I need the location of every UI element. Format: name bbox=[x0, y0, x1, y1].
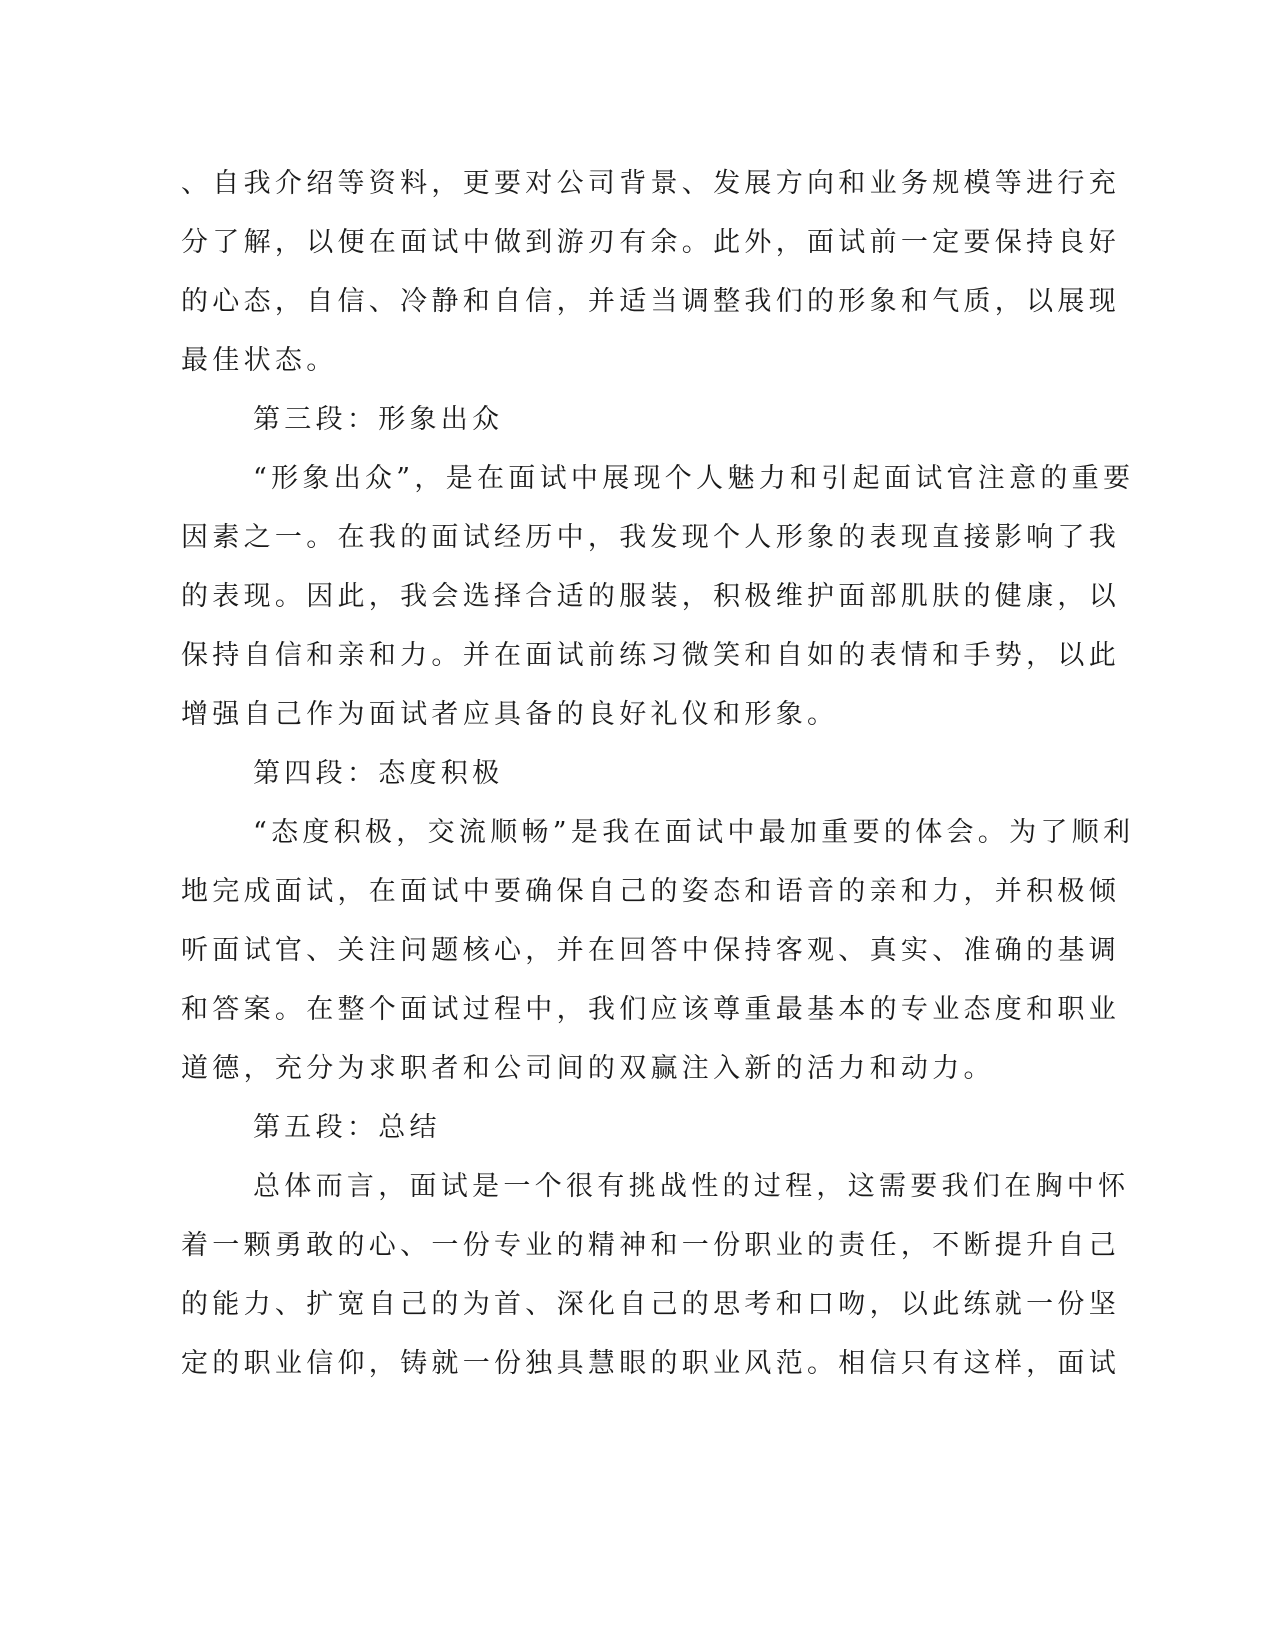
text-line: 定的职业信仰，铸就一份独具慧眼的职业风范。相信只有这样，面试 bbox=[181, 1348, 1120, 1379]
text-line: 和答案。在整个面试过程中，我们应该尊重最基本的专业态度和职业 bbox=[181, 994, 1120, 1025]
text-line: 着一颗勇敢的心、一份专业的精神和一份职业的责任，不断提升自己 bbox=[181, 1230, 1120, 1261]
text-line: 分了解，以便在面试中做到游刃有余。此外，面试前一定要保持良好 bbox=[181, 227, 1120, 258]
text-line: 因素之一。在我的面试经历中，我发现个人形象的表现直接影响了我 bbox=[181, 522, 1120, 553]
text-line: 地完成面试，在面试中要确保自己的姿态和语音的亲和力，并积极倾 bbox=[181, 876, 1120, 907]
text-line: 的能力、扩宽自己的为首、深化自己的思考和口吻，以此练就一份坚 bbox=[181, 1289, 1120, 1320]
text-line: 增强自己作为面试者应具备的良好礼仪和形象。 bbox=[181, 699, 839, 730]
text-line: 听面试官、关注问题核心，并在回答中保持客观、真实、准确的基调 bbox=[181, 935, 1120, 966]
text-line: 、自我介绍等资料，更要对公司背景、发展方向和业务规模等进行充 bbox=[181, 168, 1120, 199]
section-heading: 第三段：形象出众 bbox=[253, 404, 504, 435]
text-line: 最佳状态。 bbox=[181, 345, 338, 376]
section-heading: 第五段：总结 bbox=[253, 1112, 441, 1143]
text-line: 的表现。因此，我会选择合适的服装，积极维护面部肌肤的健康，以 bbox=[181, 581, 1120, 612]
paragraph-first-line: 总体而言，面试是一个很有挑战性的过程，这需要我们在胸中怀 bbox=[253, 1171, 1130, 1202]
paragraph-first-line: “态度积极，交流顺畅”是我在面试中最加重要的体会。为了顺利 bbox=[253, 817, 1135, 848]
document-body bbox=[181, 154, 1135, 1393]
text-line: 保持自信和亲和力。并在面试前练习微笑和自如的表情和手势，以此 bbox=[181, 640, 1120, 671]
text-line: 道德，充分为求职者和公司间的双赢注入新的活力和动力。 bbox=[181, 1053, 995, 1084]
text-line: 的心态，自信、冷静和自信，并适当调整我们的形象和气质，以展现 bbox=[181, 286, 1120, 317]
section-heading: 第四段：态度积极 bbox=[253, 758, 504, 789]
paragraph-first-line: “形象出众”，是在面试中展现个人魅力和引起面试官注意的重要 bbox=[253, 463, 1135, 494]
